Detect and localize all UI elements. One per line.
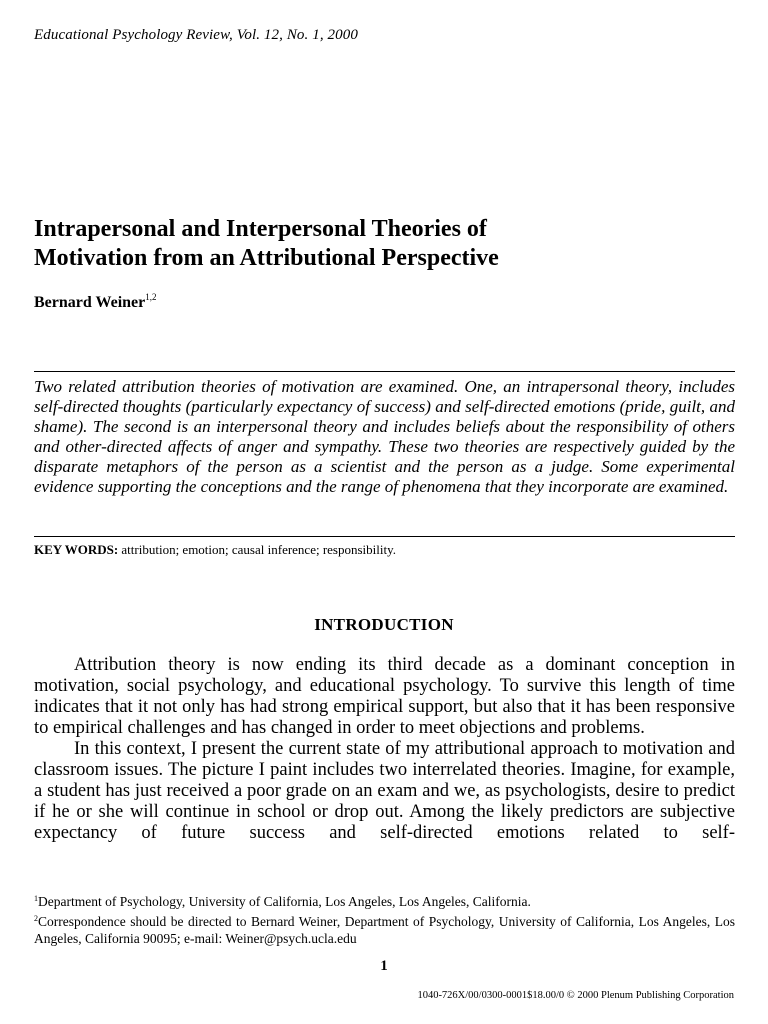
footnote-1: [34, 890, 735, 910]
keywords-line: [34, 542, 735, 558]
footnote-2-text: Correspondence should be directed to Bernard Weiner, Department of Psychology, University of California, Los Angeles, Los Angeles, California 90095; e-mail: Weiner@psych.ucla.edu: [34, 914, 735, 946]
article-title-line-1: Intrapersonal and Interpersonal Theories of: [34, 216, 487, 242]
author-line: [34, 292, 157, 312]
body-paragraph-1: Attribution theory is now ending its third decade as a dominant conception in motivation, social psychology, and educational psychology. To survive this length of time indicates that it not only has had strong empirical support, but also that it has been responsive to empirical challenges and has changed in order to meet objections and problems.: [34, 655, 735, 738]
body-paragraph-2: In this context, I present the current state of my attributional approach to motivation and classroom issues. The picture I paint includes two interrelated theories. Imagine, for example, a student has just received a poor grade on an exam and we, as psychologists, desire to predict if he or she will continue in school or drop out. Among the likely predictors are subjective expectancy of future success and self-directed emotions related to self-: [34, 739, 735, 843]
author-footnote-marks: 1,2: [145, 292, 157, 302]
footnote-2: [34, 910, 735, 947]
author-name: Bernard Weiner: [34, 294, 146, 311]
abstract-top-rule: [34, 371, 735, 372]
article-title-line-2: Motivation from an Attributional Perspective: [34, 245, 499, 271]
section-heading: INTRODUCTION: [314, 615, 454, 634]
abstract-bottom-rule: [34, 536, 735, 537]
page-number: 1: [380, 958, 388, 974]
copyright-line: 1040-726X/00/0300-0001$18.00/0 © 2000 Plenum Publishing Corporation: [417, 990, 734, 1001]
footnote-1-mark: 1: [34, 894, 38, 903]
article-title: [34, 215, 734, 273]
journal-citation: Educational Psychology Review, Vol. 12, No. 1, 2000: [34, 27, 358, 43]
abstract: Two related attribution theories of motivation are examined. One, an intrapersonal theory, includes self-directed thoughts (particularly expectancy of success) and self-directed emotions (pride, guilt, and shame). The second is an interpersonal theory and includes beliefs about the responsibility of others and other-directed affects of anger and sympathy. These two theories are respectively guided by the disparate metaphors of the person as a scientist and the person as a judge. Some experimental evidence supporting the conceptions and the range of phenomena that they incorporate are examined.: [34, 377, 735, 496]
footnotes: [34, 890, 735, 947]
footnote-2-mark: 2: [34, 914, 38, 923]
keywords-text: attribution; emotion; causal inference; responsibility.: [118, 542, 397, 557]
body-text: [34, 655, 735, 844]
keywords-label: KEY WORDS:: [34, 542, 119, 557]
footnote-1-text: Department of Psychology, University of California, Los Angeles, Los Angeles, California.: [38, 894, 531, 909]
